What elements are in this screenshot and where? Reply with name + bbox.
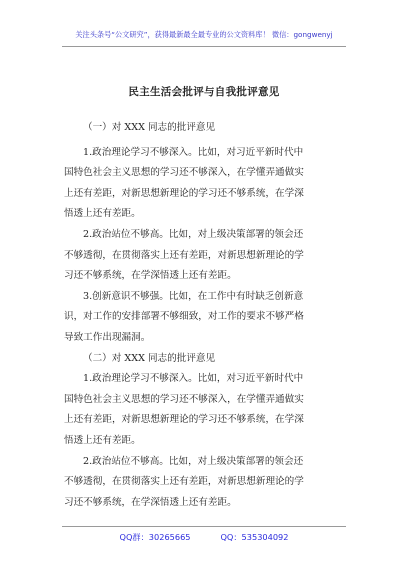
paragraph-line: 悟透上还有差距。 bbox=[64, 434, 141, 446]
footer bbox=[0, 532, 408, 543]
footer-divider bbox=[62, 526, 346, 527]
header-banner: 关注头条号“公文研究”，获得最新最全最专业的公文资料库！ 微信：gongwenyj bbox=[75, 30, 333, 39]
paragraph-line: 识，对工作的安排部署不够细致，对工作的要求不够严格 bbox=[64, 311, 304, 323]
paragraph-line: 2.政治站位不够高。比如，对上级决策部署的领会还 bbox=[83, 228, 304, 240]
paragraph-line: 习还不够系统，在学深悟透上还有差距。 bbox=[64, 496, 237, 508]
paragraph-line: 国特色社会主义思想的学习还不够深入，在学懂弄通做实 bbox=[64, 393, 304, 405]
document-body bbox=[64, 118, 348, 513]
paragraph-line: 悟透上还有差距。 bbox=[64, 208, 141, 220]
paragraph-line: 1.政治理论学习不够深入。比如，对习近平新时代中 bbox=[83, 146, 304, 158]
paragraph-line: 上还有差距，对新思想新理论的学习还不够系统，在学深 bbox=[64, 187, 304, 199]
footer-qq-contact: QQ：535304092 bbox=[220, 532, 289, 542]
paragraph-line: 导致工作出现漏洞。 bbox=[64, 331, 151, 343]
paragraph-line: 3.创新意识不够强。比如，在工作中有时缺乏创新意 bbox=[83, 290, 304, 302]
section-heading: （二）对 XXX 同志的批评意见 bbox=[83, 352, 216, 364]
paragraph-line: 不够透彻，在贯彻落实上还有差距，对新思想新理论的学 bbox=[64, 476, 304, 488]
paragraph-line: 习还不够系统，在学深悟透上还有差距。 bbox=[64, 270, 237, 282]
paragraph-line: 上还有差距，对新思想新理论的学习还不够系统，在学深 bbox=[64, 414, 304, 426]
header-divider bbox=[62, 46, 346, 47]
section-heading: （一）对 XXX 同志的批评意见 bbox=[83, 122, 216, 133]
paragraph-line: 2.政治站位不够高。比如，对上级决策部署的领会还 bbox=[83, 455, 304, 467]
document-title: 民主生活会批评与自我批评意见 bbox=[128, 86, 280, 98]
paragraph-line: 国特色社会主义思想的学习还不够深入，在学懂弄通做实 bbox=[64, 167, 304, 179]
paragraph-line: 1.政治理论学习不够深入。比如，对习近平新时代中 bbox=[83, 373, 304, 385]
footer-qq-group: QQ群：30265665 bbox=[119, 532, 191, 542]
paragraph-line: 不够透彻，在贯彻落实上还有差距，对新思想新理论的学 bbox=[64, 249, 304, 261]
